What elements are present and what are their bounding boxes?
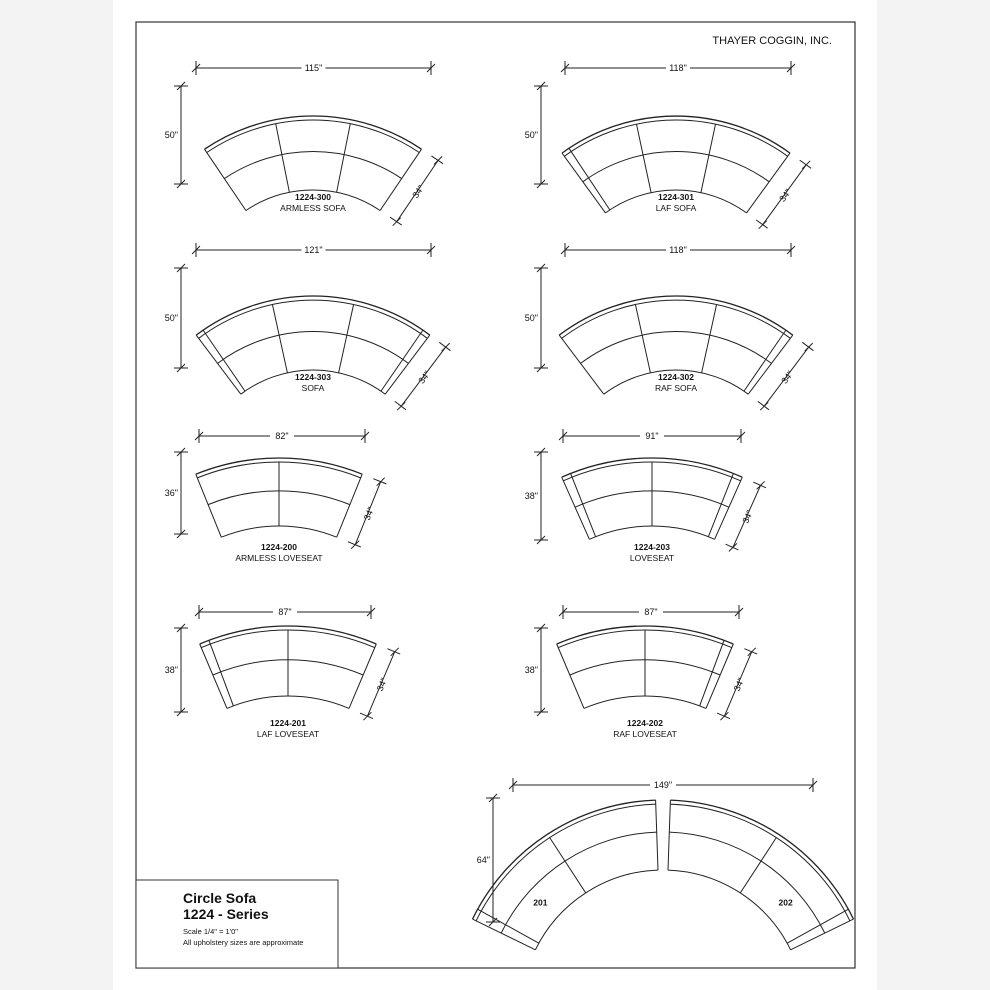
- depth-end-slash: [720, 712, 728, 720]
- width-label: 91": [645, 431, 659, 441]
- left-end: [196, 474, 222, 537]
- depth-end-slash: [802, 161, 810, 169]
- legend-scale: Scale 1/4" = 1'0": [183, 927, 238, 936]
- piece-1224-301: [525, 61, 811, 229]
- seat-divider: [740, 838, 776, 893]
- height-dimension: [525, 624, 548, 716]
- seat-divider: [337, 124, 351, 193]
- depth-dimension: [717, 648, 757, 720]
- right-end: [349, 644, 376, 708]
- seat-front-edge: [221, 526, 336, 537]
- piece-name: LAF LOVESEAT: [256, 729, 320, 739]
- depth-end-slash: [377, 478, 385, 486]
- depth-dimension: [395, 342, 451, 410]
- piece-code: 1224-302: [658, 372, 694, 382]
- seat-back-line: [581, 331, 772, 363]
- depth-label: 34": [740, 508, 755, 525]
- height-label: 50": [164, 313, 178, 323]
- height-dimension: [165, 448, 188, 538]
- depth-end-slash: [393, 218, 401, 226]
- left-arm: [569, 148, 610, 210]
- depth-label: 34": [777, 187, 794, 204]
- height-label: 50": [524, 130, 538, 140]
- piece-code: 1224-202: [627, 718, 663, 728]
- depth-dimension: [758, 342, 814, 410]
- left-end: [557, 644, 584, 708]
- depth-end-slash: [757, 481, 765, 489]
- depth-label: 34": [731, 676, 747, 693]
- back-outer-edge: [196, 296, 430, 335]
- piece-code: 1224-203: [634, 542, 670, 552]
- seat-back-line: [583, 152, 769, 182]
- depth-end-slash: [442, 343, 450, 351]
- piece-name: ARMLESS LOVESEAT: [235, 553, 323, 563]
- width-dimension: [195, 429, 369, 443]
- left-end: [559, 335, 604, 394]
- back-inner-edge: [562, 300, 791, 338]
- end-b: [656, 800, 658, 870]
- right-end: [747, 153, 794, 213]
- back-outer-edge: [562, 116, 790, 153]
- legend-title-line2: 1224 - Series: [183, 906, 269, 922]
- page-border: [136, 22, 855, 968]
- left-end: [200, 644, 227, 708]
- combo-width-dimension: [509, 778, 817, 792]
- seat-divider: [550, 838, 586, 893]
- width-label: 87": [278, 607, 292, 617]
- piece-1224-302: [525, 243, 814, 410]
- combo-right-loveseat: [668, 800, 854, 950]
- height-dimension: [165, 264, 188, 372]
- height-dimension: [165, 82, 188, 188]
- piece-code: 1224-301: [658, 192, 694, 202]
- width-dimension: [192, 61, 435, 75]
- depth-end-slash: [391, 648, 399, 656]
- depth-end-slash: [397, 402, 405, 410]
- back-inner-edge: [207, 120, 419, 152]
- width-label: 118": [669, 63, 687, 73]
- right-arm: [744, 330, 786, 391]
- combo-left-loveseat: [473, 800, 659, 950]
- seat-divider: [701, 124, 716, 192]
- depth-label: 34": [410, 183, 427, 200]
- piece-name: ARMLESS SOFA: [280, 203, 346, 213]
- depth-dimension: [726, 481, 766, 551]
- left-end: [205, 149, 246, 210]
- piece-code: 1224-300: [295, 192, 331, 202]
- seat-front-edge: [584, 696, 706, 708]
- height-dimension: [525, 82, 548, 188]
- depth-dimension: [390, 156, 443, 226]
- piece-name: LOVESEAT: [629, 553, 675, 563]
- combo-height-label: 64": [476, 855, 490, 865]
- width-dimension: [195, 605, 375, 619]
- depth-end-slash: [729, 543, 737, 551]
- seat-back-line: [224, 152, 401, 179]
- width-dimension: [192, 243, 435, 257]
- depth-dimension: [360, 648, 400, 720]
- depth-end-slash: [759, 221, 767, 229]
- furniture-diagram: [113, 0, 877, 990]
- back-inner-edge: [564, 120, 787, 156]
- depth-end-tick: [726, 544, 739, 550]
- piece-1224-303: [165, 243, 451, 410]
- piece-1224-200: [165, 429, 387, 563]
- width-label: 121": [304, 245, 323, 255]
- piece-1224-202: [525, 605, 757, 739]
- right-end: [380, 149, 421, 210]
- width-dimension: [561, 61, 795, 75]
- depth-label: 34": [361, 505, 377, 522]
- width-label: 115": [304, 63, 323, 73]
- left-end: [196, 335, 241, 394]
- depth-label: 34": [416, 369, 433, 386]
- height-dimension: [525, 448, 548, 544]
- combo-label-201: 201: [533, 897, 548, 908]
- width-label: 118": [669, 245, 687, 255]
- seat-front-edge: [535, 870, 658, 950]
- depth-end-slash: [363, 712, 371, 720]
- depth-dimension: [756, 160, 811, 229]
- legend-title-line1: Circle Sofa: [183, 890, 257, 906]
- piece-code: 1224-201: [270, 718, 306, 728]
- legend-box: [136, 880, 338, 968]
- right-arm: [381, 330, 423, 391]
- depth-end-slash: [748, 648, 756, 656]
- combo-height-dimension: [477, 794, 500, 926]
- height-label: 50": [524, 313, 538, 323]
- depth-end-slash: [434, 156, 442, 164]
- seat-divider: [637, 124, 652, 192]
- height-label: 36": [164, 488, 178, 498]
- depth-end-slash: [760, 402, 768, 410]
- seat-divider: [702, 304, 717, 372]
- width-dimension: [559, 605, 743, 619]
- piece-name: SOFA: [301, 383, 325, 393]
- piece-1224-203: [525, 429, 766, 563]
- height-label: 38": [524, 491, 538, 501]
- legend-note: All upholstery sizes are approximate: [183, 938, 304, 947]
- piece-code: 1224-303: [295, 372, 331, 382]
- seat-divider: [276, 124, 290, 193]
- combo-circle-sofa: [473, 778, 854, 950]
- company-name: THAYER COGGIN, INC.: [712, 35, 832, 47]
- left-end: [562, 153, 606, 213]
- height-label: 38": [164, 665, 178, 675]
- pieces-layer: [165, 61, 814, 739]
- back-outer-edge: [559, 296, 793, 335]
- height-label: 38": [524, 665, 538, 675]
- piece-name: RAF LOVESEAT: [613, 729, 677, 739]
- seat-front-edge: [668, 870, 791, 950]
- height-label: 50": [164, 130, 178, 140]
- piece-1224-300: [165, 61, 443, 226]
- piece-1224-201: [165, 605, 400, 739]
- width-dimension: [561, 243, 795, 257]
- drawing-sheet: [113, 0, 877, 990]
- depth-end-slash: [351, 541, 359, 549]
- seat-divider: [339, 304, 354, 372]
- combo-width-label: 149": [653, 780, 673, 790]
- seat-divider: [272, 304, 287, 372]
- piece-name: LAF SOFA: [655, 203, 697, 213]
- seat-divider: [635, 304, 650, 372]
- seat-front-edge: [227, 696, 349, 708]
- right-end: [337, 474, 363, 537]
- seat-back-line: [218, 331, 409, 363]
- depth-label: 34": [779, 369, 796, 386]
- right-end: [706, 644, 733, 708]
- back-inner-edge: [199, 300, 428, 338]
- height-dimension: [165, 624, 188, 716]
- left-arm: [203, 330, 245, 391]
- depth-end-slash: [805, 343, 813, 351]
- depth-label: 34": [374, 676, 390, 693]
- back-outer-edge: [205, 116, 422, 149]
- seat-front-edge: [589, 526, 714, 539]
- piece-name: RAF SOFA: [654, 383, 698, 393]
- width-label: 82": [275, 431, 289, 441]
- width-dimension: [559, 429, 745, 443]
- height-dimension: [525, 264, 548, 372]
- width-label: 87": [644, 607, 658, 617]
- end-a: [668, 800, 670, 870]
- depth-dimension: [348, 478, 387, 549]
- combo-label-202: 202: [778, 897, 793, 908]
- piece-code: 1224-200: [261, 542, 297, 552]
